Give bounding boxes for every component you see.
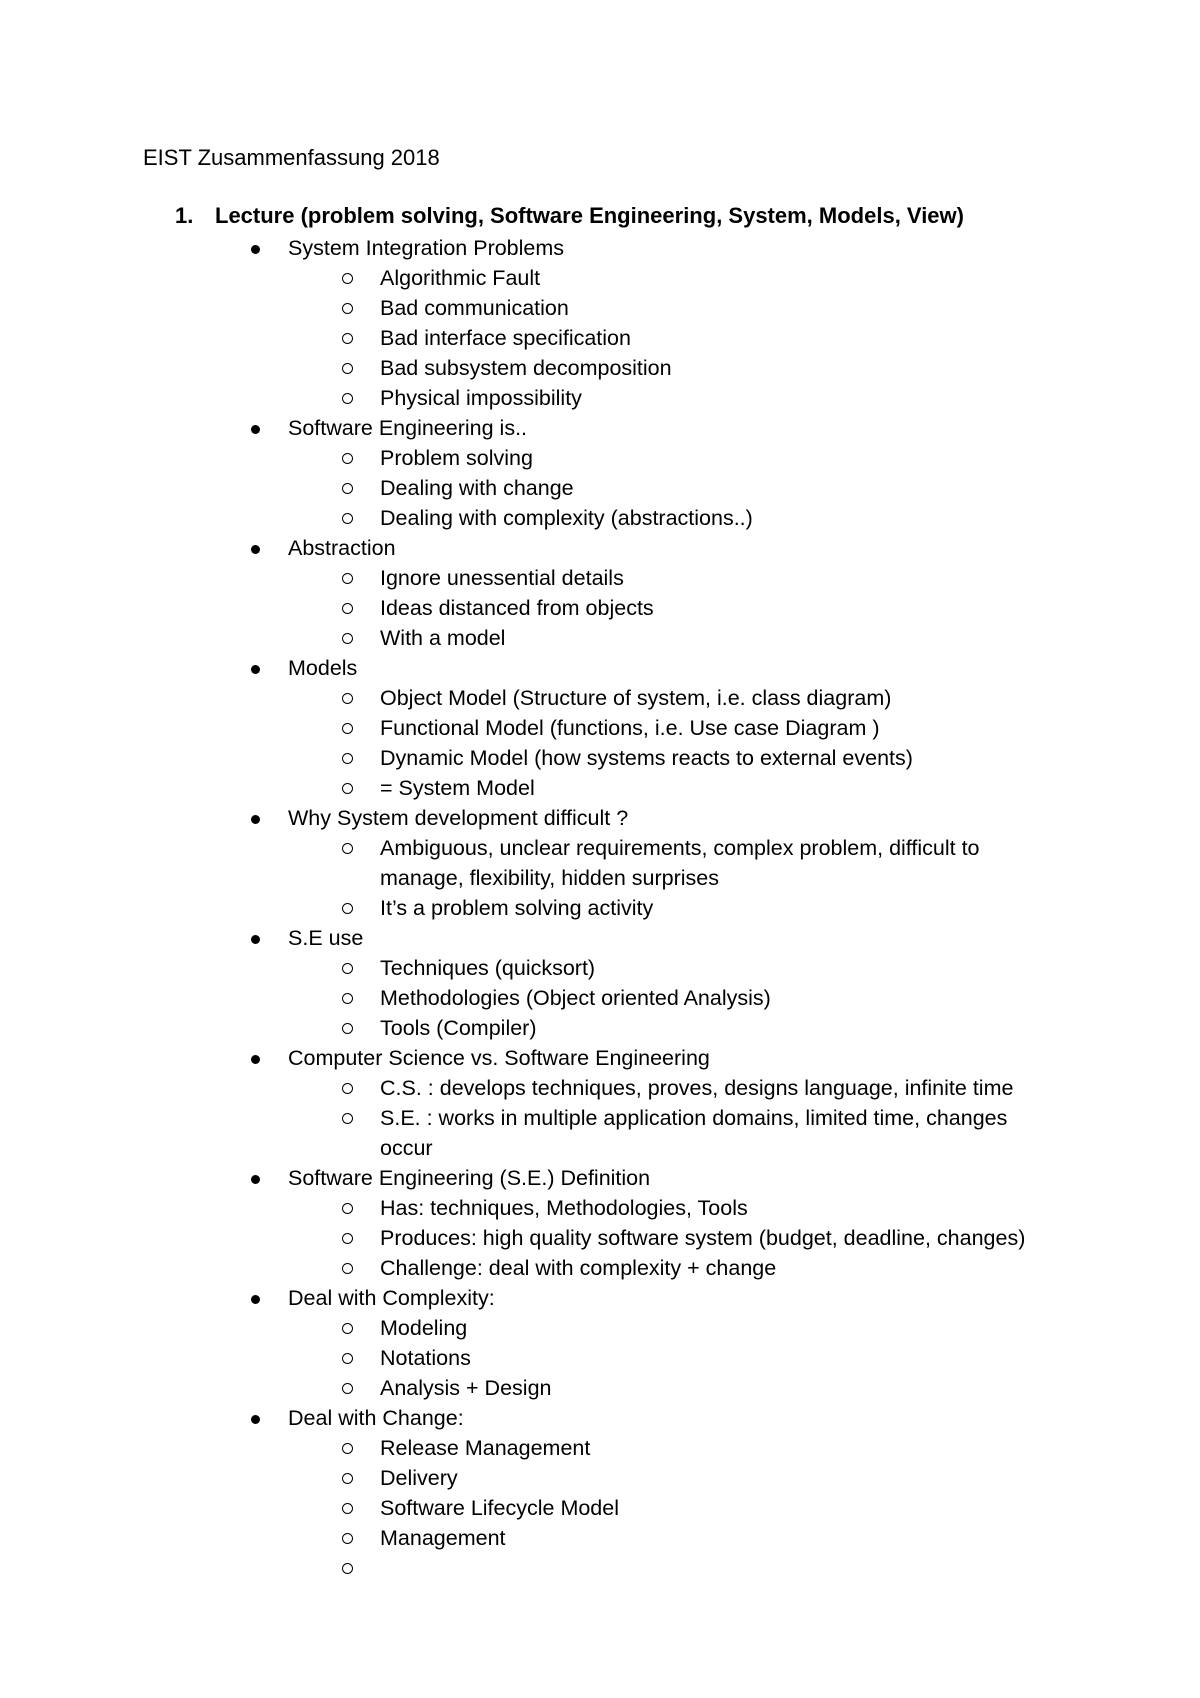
bullet-item xyxy=(0,233,1200,263)
hollow-circle-bullet-icon xyxy=(342,1023,353,1034)
sub-bullet-item xyxy=(0,1553,1200,1583)
document-title: EIST Zusammenfassung 2018 xyxy=(143,145,440,170)
item-text: Ideas distanced from objects xyxy=(380,596,654,620)
filled-bullet-icon xyxy=(251,1175,260,1184)
sub-bullet-item xyxy=(0,713,1200,743)
sub-bullet-item xyxy=(0,1193,1200,1223)
hollow-circle-bullet-icon xyxy=(342,483,353,494)
hollow-circle-bullet-icon xyxy=(342,1383,353,1394)
item-text: Tools (Compiler) xyxy=(380,1016,537,1040)
hollow-circle-bullet-icon xyxy=(342,603,353,614)
hollow-circle-bullet-icon xyxy=(342,1353,353,1364)
sub-bullet-item xyxy=(0,773,1200,803)
hollow-circle-bullet-icon xyxy=(342,573,353,584)
bullet-item xyxy=(0,1163,1200,1193)
item-text: C.S. : develops techniques, proves, designs language, infinite time xyxy=(380,1076,1014,1100)
sub-bullet-item xyxy=(0,473,1200,503)
bullet-item xyxy=(0,653,1200,683)
hollow-circle-bullet-icon xyxy=(342,453,353,464)
item-text: Models xyxy=(288,656,358,680)
bullet-item xyxy=(0,803,1200,833)
item-text: Delivery xyxy=(380,1466,458,1490)
hollow-circle-bullet-icon xyxy=(342,693,353,704)
item-text: System Integration Problems xyxy=(288,236,565,260)
bullet-item xyxy=(0,1403,1200,1433)
hollow-circle-bullet-icon xyxy=(342,1473,353,1484)
sub-bullet-item xyxy=(0,1463,1200,1493)
sub-bullet-item xyxy=(0,293,1200,323)
hollow-circle-bullet-icon xyxy=(342,1443,353,1454)
section-number: 1. xyxy=(175,203,194,228)
hollow-circle-bullet-icon xyxy=(342,1323,353,1334)
sub-bullet-item xyxy=(0,323,1200,353)
sub-bullet-item xyxy=(0,1343,1200,1373)
item-text: Ambiguous, unclear requirements, complex problem, difficult to xyxy=(380,836,980,860)
hollow-circle-bullet-icon xyxy=(342,1203,353,1214)
hollow-circle-bullet-icon xyxy=(342,1233,353,1244)
sub-bullet-item xyxy=(0,593,1200,623)
hollow-circle-bullet-icon xyxy=(342,303,353,314)
sub-bullet-item xyxy=(0,353,1200,383)
section-heading xyxy=(175,201,964,231)
item-text: Dynamic Model (how systems reacts to external events) xyxy=(380,746,913,770)
hollow-circle-bullet-icon xyxy=(342,753,353,764)
filled-bullet-icon xyxy=(251,1295,260,1304)
bullet-item xyxy=(0,533,1200,563)
item-text: Release Management xyxy=(380,1436,591,1460)
item-text: Problem solving xyxy=(380,446,533,470)
item-text: Modeling xyxy=(380,1316,468,1340)
bullet-item xyxy=(0,1043,1200,1073)
hollow-circle-bullet-icon xyxy=(342,903,353,914)
hollow-circle-bullet-icon xyxy=(342,1263,353,1274)
hollow-circle-bullet-icon xyxy=(342,273,353,284)
filled-bullet-icon xyxy=(251,935,260,944)
item-text: manage, flexibility, hidden surprises xyxy=(380,866,719,890)
sub-bullet-item xyxy=(0,1223,1200,1253)
filled-bullet-icon xyxy=(251,1055,260,1064)
item-text: Ignore unessential details xyxy=(380,566,624,590)
item-text: Why System development difficult ? xyxy=(288,806,629,830)
hollow-circle-bullet-icon xyxy=(342,993,353,1004)
sub-bullet-item xyxy=(0,443,1200,473)
hollow-circle-bullet-icon xyxy=(342,723,353,734)
hollow-circle-bullet-icon xyxy=(342,363,353,374)
item-text: Computer Science vs. Software Engineering xyxy=(288,1046,710,1070)
item-text: occur xyxy=(380,1136,433,1160)
item-text: With a model xyxy=(380,626,506,650)
item-text: Software Engineering is.. xyxy=(288,416,528,440)
sub-bullet-item xyxy=(0,1253,1200,1283)
hollow-circle-bullet-icon xyxy=(342,513,353,524)
item-text: Methodologies (Object oriented Analysis) xyxy=(380,986,771,1010)
continuation-line xyxy=(0,1133,1200,1163)
item-text: It’s a problem solving activity xyxy=(380,896,654,920)
item-text: Deal with Change: xyxy=(288,1406,464,1430)
outline-list xyxy=(0,233,1200,1583)
item-text: Software Lifecycle Model xyxy=(380,1496,619,1520)
sub-bullet-item xyxy=(0,1073,1200,1103)
filled-bullet-icon xyxy=(251,245,260,254)
item-text: Deal with Complexity: xyxy=(288,1286,495,1310)
sub-bullet-item xyxy=(0,263,1200,293)
sub-bullet-item xyxy=(0,953,1200,983)
sub-bullet-item xyxy=(0,683,1200,713)
filled-bullet-icon xyxy=(251,425,260,434)
item-text: Functional Model (functions, i.e. Use case Diagram ) xyxy=(380,716,880,740)
hollow-circle-bullet-icon xyxy=(342,1083,353,1094)
item-text: Dealing with change xyxy=(380,476,574,500)
filled-bullet-icon xyxy=(251,545,260,554)
hollow-circle-bullet-icon xyxy=(342,393,353,404)
sub-bullet-item xyxy=(0,1523,1200,1553)
item-text: Notations xyxy=(380,1346,471,1370)
item-text: Techniques (quicksort) xyxy=(380,956,596,980)
item-text: S.E. : works in multiple application domains, limited time, changes xyxy=(380,1106,1008,1130)
bullet-item xyxy=(0,923,1200,953)
sub-bullet-item xyxy=(0,1313,1200,1343)
sub-bullet-item xyxy=(0,833,1200,863)
hollow-circle-bullet-icon xyxy=(342,1503,353,1514)
item-text: Physical impossibility xyxy=(380,386,582,410)
bullet-item xyxy=(0,1283,1200,1313)
item-text: S.E use xyxy=(288,926,364,950)
sub-bullet-item xyxy=(0,1103,1200,1133)
item-text: Analysis + Design xyxy=(380,1376,552,1400)
hollow-circle-bullet-icon xyxy=(342,963,353,974)
item-text: Dealing with complexity (abstractions..) xyxy=(380,506,753,530)
filled-bullet-icon xyxy=(251,1415,260,1424)
bullet-item xyxy=(0,413,1200,443)
item-text: Object Model (Structure of system, i.e. class diagram) xyxy=(380,686,892,710)
item-text: Software Engineering (S.E.) Definition xyxy=(288,1166,651,1190)
hollow-circle-bullet-icon xyxy=(342,1533,353,1544)
sub-bullet-item xyxy=(0,623,1200,653)
hollow-circle-bullet-icon xyxy=(342,843,353,854)
hollow-circle-bullet-icon xyxy=(342,1113,353,1124)
hollow-circle-bullet-icon xyxy=(342,783,353,794)
item-text: Has: techniques, Methodologies, Tools xyxy=(380,1196,748,1220)
item-text: Abstraction xyxy=(288,536,396,560)
filled-bullet-icon xyxy=(251,665,260,674)
sub-bullet-item xyxy=(0,743,1200,773)
item-text: Bad interface specification xyxy=(380,326,631,350)
sub-bullet-item xyxy=(0,983,1200,1013)
sub-bullet-item xyxy=(0,1013,1200,1043)
item-text: Algorithmic Fault xyxy=(380,266,541,290)
item-text: Produces: high quality software system (budget, deadline, changes) xyxy=(380,1226,1026,1250)
sub-bullet-item xyxy=(0,1373,1200,1403)
sub-bullet-item xyxy=(0,1493,1200,1523)
item-text: Bad subsystem decomposition xyxy=(380,356,672,380)
hollow-circle-bullet-icon xyxy=(342,1563,353,1574)
sub-bullet-item xyxy=(0,383,1200,413)
sub-bullet-item xyxy=(0,503,1200,533)
filled-bullet-icon xyxy=(251,815,260,824)
item-text: Management xyxy=(380,1526,506,1550)
hollow-circle-bullet-icon xyxy=(342,633,353,644)
item-text: = System Model xyxy=(380,776,535,800)
item-text: Bad communication xyxy=(380,296,569,320)
sub-bullet-item xyxy=(0,1433,1200,1463)
item-text: Challenge: deal with complexity + change xyxy=(380,1256,777,1280)
sub-bullet-item xyxy=(0,563,1200,593)
continuation-line xyxy=(0,863,1200,893)
section-heading-text: Lecture (problem solving, Software Engineering, System, Models, View) xyxy=(215,203,964,228)
sub-bullet-item xyxy=(0,893,1200,923)
hollow-circle-bullet-icon xyxy=(342,333,353,344)
